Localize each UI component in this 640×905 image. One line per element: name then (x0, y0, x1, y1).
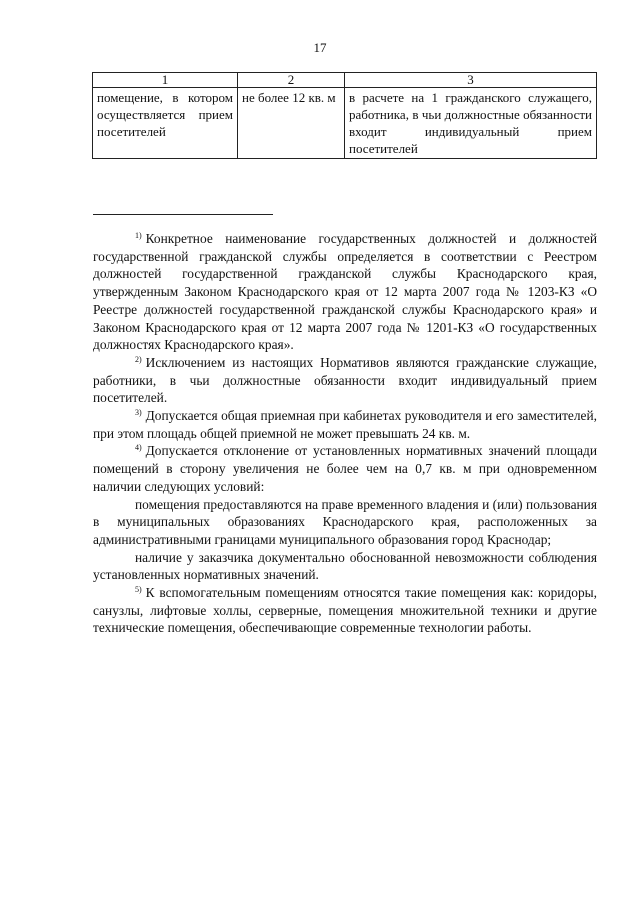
footnote-2 (93, 354, 597, 407)
footnote-mark: 4) (135, 443, 142, 453)
footnote-mark: 3) (135, 408, 142, 418)
page-number: 17 (313, 40, 327, 55)
table-cell-room: помещение, в котором осуществляется прием посетителей (93, 88, 238, 159)
footnote-text: Исключением из настоящих Нормативов являются гражданские служащие, работники, в чьи должностные обязанности входит индивидуальный прием посетителей. (93, 354, 597, 406)
footnote-text: помещения предоставляются на праве временного владения и (или) пользования в муниципальных образованиях Краснодарского края, расположенных за административными границами муниципального образования город Краснодар; (93, 496, 597, 547)
footnote-text: наличие у заказчика документально обоснованной невозможности соблюдения установленных нормативных значений. (93, 549, 597, 583)
footnote-mark: 1) (135, 231, 142, 240)
footnote-text: Допускается отклонение от установленных нормативных значений площади помещений в сторону увеличения не более чем на 0,7 кв. м при одновременном наличии следующих условий: (93, 443, 597, 494)
footnote-mark: 2) (135, 354, 142, 364)
footnote-4-condition-2 (93, 549, 597, 584)
table-cell-area: не более 12 кв. м (238, 88, 345, 159)
table-header-cell: 1 (93, 73, 238, 88)
footnote-mark: 5) (135, 585, 142, 595)
continued-table (92, 72, 597, 159)
footnote-1 (93, 230, 597, 354)
table-row (93, 88, 597, 159)
footnote-separator (93, 214, 273, 215)
footnote-text: К вспомогательным помещениям относятся такие помещения как: коридоры, санузлы, лифтовые холлы, серверные, помещения множительной техники и другие технические помещения, обеспечивающие современные технологии работы. (93, 585, 597, 636)
table-header-cell: 3 (345, 73, 597, 88)
footnote-text: Конкретное наименование государственных должностей и должностей государственной гражданской службы определяется в соответствии с Реестром должностей государственной гражданской службы Краснодарского края, утвержденным Законом Краснодарского края от 12 марта 2007 года № 1203-КЗ «О Реестре должностей государственной гражданской службы Краснодарского края» и Законом Краснодарского края от 12 марта 2007 года № 1201-КЗ «О государственных должностях Краснодарского края». (93, 231, 597, 353)
table-header-row (93, 73, 597, 88)
footnote-3 (93, 407, 597, 442)
footnote-text: Допускается общая приемная при кабинетах руководителя и его заместителей, при этом площадь общей приемной не может превышать 24 кв. м. (93, 408, 597, 441)
footnotes (93, 230, 597, 637)
footnote-4 (93, 442, 597, 495)
footnote-5 (93, 584, 597, 637)
table-cell-basis: в расчете на 1 гражданского служащего, работника, в чьи должностные обязанности входит индивидуальный прием посетителей (345, 88, 597, 159)
footnote-4-condition-1 (93, 496, 597, 549)
table-header-cell: 2 (238, 73, 345, 88)
